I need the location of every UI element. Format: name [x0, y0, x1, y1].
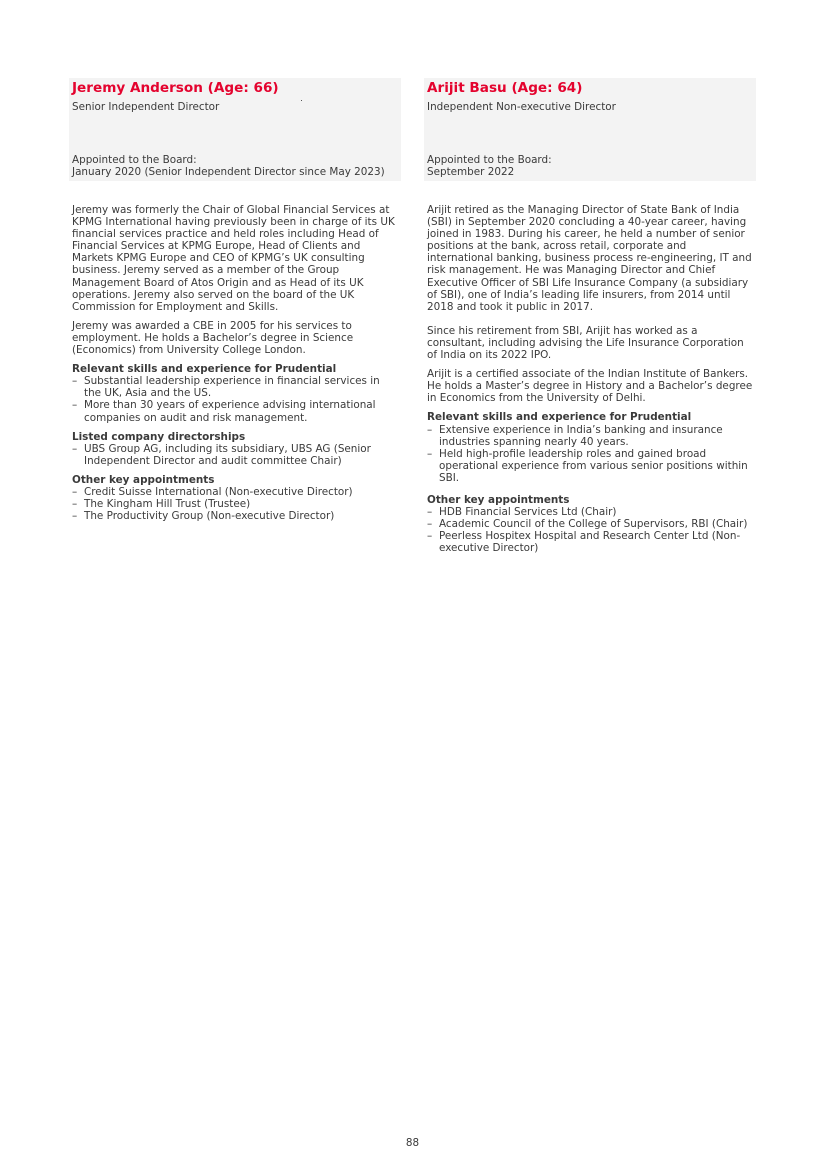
appointed-label: Appointed to the Board: — [427, 154, 552, 166]
list-item: – HDB Financial Services Ltd (Chair) — [427, 506, 617, 519]
dash-bullet: – — [427, 423, 433, 436]
dash-bullet: – — [427, 506, 433, 519]
director-role: Independent Non-executive Director — [427, 101, 616, 113]
list-item: – The Productivity Group (Non-executive Director) — [72, 510, 335, 523]
appointed-value: September 2022 — [427, 166, 515, 178]
dash-bullet: – — [72, 485, 78, 498]
dash-bullet: – — [72, 375, 78, 388]
section-title-skills: Relevant skills and experience for Prudential — [72, 363, 337, 376]
skills-list — [427, 424, 753, 484]
section-title-skills: Relevant skills and experience for Prudential — [427, 411, 692, 424]
appointments-list — [427, 506, 753, 554]
section-title-appointments: Other key appointments — [72, 473, 215, 486]
skills-list — [72, 375, 398, 423]
dash-bullet: – — [427, 518, 433, 531]
list-item: – Held high-profile leadership roles and gained broad operational experience from various senior positions within SBI. — [427, 447, 748, 484]
director-biography — [69, 204, 401, 522]
list-item: – Academic Council of the College of Supervisors, RBI (Chair) — [427, 518, 748, 531]
appointments-list — [72, 486, 398, 522]
page-number: 88 — [405, 1137, 420, 1149]
director-profile-jeremy-anderson — [69, 78, 401, 529]
director-profile-arijit-basu — [424, 78, 756, 561]
list-item: – More than 30 years of experience advising international companies on audit and risk management. — [72, 399, 376, 424]
section-title-directorships: Listed company directorships — [72, 430, 246, 443]
appointment-info — [427, 154, 754, 178]
director-name: Jeremy Anderson (Age: 66) — [72, 80, 279, 96]
appointment-info — [72, 154, 399, 178]
dash-bullet: – — [427, 530, 433, 543]
list-item: – Peerless Hospitex Hospital and Research Center Ltd (Non-executive Director) — [427, 530, 741, 555]
bio-paragraph: Jeremy was formerly the Chair of Global Financial Services at KPMG International having previously been in charge of its UK financial services practice and held roles including Head of Financial Services at KPMG Europe, Head of Clients and Markets KPMG Europe and CEO of KPMG’s UK consulting business. Jeremy served as a member of the Group Management Board of Atos Origin and as Head of its UK operations. Jeremy also served on the board of the UK Commission for Employment and Skills. — [72, 204, 395, 313]
director-header-box — [69, 78, 401, 181]
list-item: – Credit Suisse International (Non-executive Director) — [72, 485, 353, 498]
dash-bullet: – — [72, 510, 78, 523]
dash-bullet: – — [72, 442, 78, 455]
list-item: – Extensive experience in India’s banking and insurance industries spanning nearly 40 years. — [427, 423, 723, 448]
bio-paragraph: Jeremy was awarded a CBE in 2005 for his services to employment. He holds a Bachelor’s degree in Science (Economics) from University College London. — [72, 319, 354, 357]
director-name: Arijit Basu (Age: 64) — [427, 80, 583, 96]
director-header-box — [424, 78, 756, 181]
appointed-value: January 2020 (Senior Independent Director since May 2023) — [72, 166, 385, 178]
dash-bullet: – — [72, 399, 78, 412]
directorships-list — [72, 443, 398, 467]
director-role: Senior Independent Director — [72, 101, 220, 113]
dash-bullet: – — [427, 447, 433, 460]
bio-paragraph: Arijit retired as the Managing Director of State Bank of India (SBI) in September 2020 concluding a 40-year career, having joined in 1983. During his career, he held a number of senior positions at the bank, across retail, corporate and international banking, business process re-engineering, IT and risk management. He was Managing Director and Chief Executive Officer of SBI Life Insurance Company (a subsidiary of SBI), one of India’s leading life insurers, from 2014 until 2018 and took it public in 2017. — [427, 204, 752, 313]
section-title-appointments: Other key appointments — [427, 493, 570, 506]
dash-bullet: – — [72, 498, 78, 511]
stray-dot — [301, 100, 302, 101]
bio-paragraph: Since his retirement from SBI, Arijit has worked as a consultant, including advising the Life Insurance Corporation of India on its 2022 IPO. — [427, 324, 744, 362]
list-item: – Substantial leadership experience in financial services in the UK, Asia and the US. — [72, 375, 380, 400]
list-item: – UBS Group AG, including its subsidiary, UBS AG (Senior Independent Director and audit committee Chair) — [72, 442, 371, 467]
director-biography — [424, 204, 756, 554]
list-item: – The Kingham Hill Trust (Trustee) — [72, 498, 251, 511]
appointed-label: Appointed to the Board: — [72, 154, 197, 166]
bio-paragraph: Arijit is a certified associate of the Indian Institute of Bankers. He holds a Master’s degree in History and a Bachelor’s degree in Economics from the University of Delhi. — [427, 368, 753, 405]
